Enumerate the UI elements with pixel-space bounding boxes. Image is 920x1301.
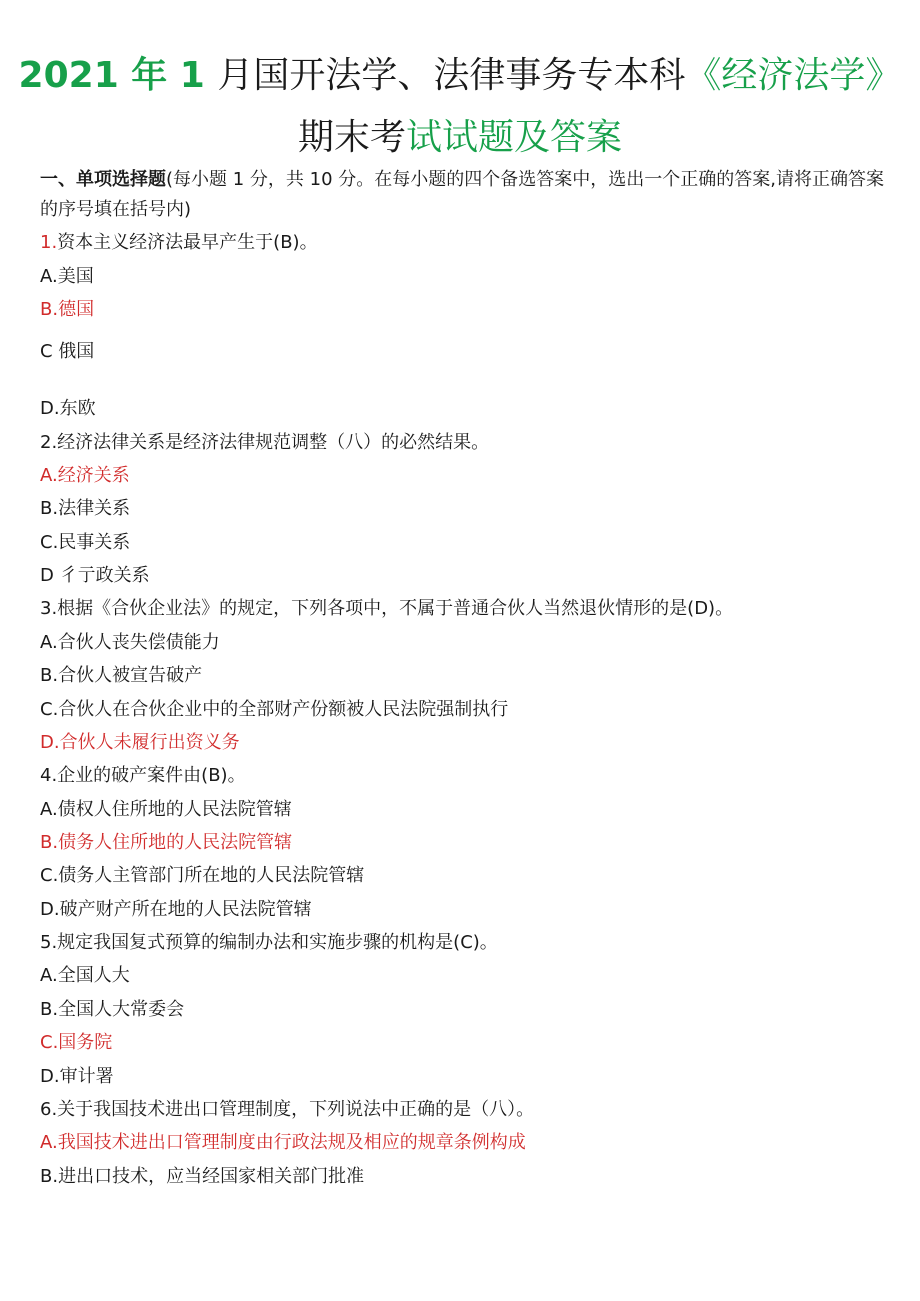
question-3-option-d-answer: D.合伙人未履行出资义务 xyxy=(40,732,240,753)
section-heading: 一、单项选择题 xyxy=(40,169,166,190)
title-exam: 期末考 xyxy=(297,117,406,158)
question-2-stem: 2.经济法律关系是经济法律规范调整（八）的必然结果。 xyxy=(40,432,490,453)
document-title-line-1 xyxy=(0,54,920,98)
section-instructions-text: (每小题 1 分，共 10 分。在每小题的四个备选答案中，选出一个正确的答案,请将正确答案的序号填在括号内) xyxy=(40,169,884,220)
question-6-option-b: B.进出口技术，应当经国家相关部门批准 xyxy=(40,1166,365,1187)
question-2-option-d: D 彳亍政关系 xyxy=(40,565,150,586)
title-year-month: 2021 年 1 xyxy=(18,55,218,96)
question-4-stem: 4.企业的破产案件由(B)。 xyxy=(40,765,246,786)
question-5-option-a: A.全国人大 xyxy=(40,965,130,986)
question-3-option-c: C.合伙人在合伙企业中的全部财产份额被人民法院强制执行 xyxy=(40,699,509,720)
question-5-option-b: B.全国人大常委会 xyxy=(40,999,185,1020)
question-1-text: 资本主义经济法最早产生于(B)。 xyxy=(57,232,318,253)
question-1-option-d: D.东欧 xyxy=(40,398,96,419)
question-5-stem: 5.规定我国复式预算的编制办法和实施步骤的机构是(C)。 xyxy=(40,932,498,953)
title-questions-answers: 试试题及答案 xyxy=(406,117,623,158)
question-5-option-d: D.审计署 xyxy=(40,1066,114,1087)
question-2-option-c: C.民事关系 xyxy=(40,532,131,553)
question-4-option-c: C.债务人主管部门所在地的人民法院管辖 xyxy=(40,865,365,886)
question-1-option-b-answer: B.德国 xyxy=(40,299,95,320)
document-title-line-2 xyxy=(0,116,920,160)
question-6-stem: 6.关于我国技术进出口管理制度，下列说法中正确的是（八）。 xyxy=(40,1099,535,1120)
section-instructions xyxy=(40,165,890,225)
question-1-option-c: C 俄国 xyxy=(40,341,95,362)
question-2-option-b: B.法律关系 xyxy=(40,498,131,519)
question-1-stem xyxy=(40,231,890,255)
question-4-option-a: A.债权人住所地的人民法院管辖 xyxy=(40,799,292,820)
question-5-option-c-answer: C.国务院 xyxy=(40,1032,113,1053)
title-subject: 月国开法学、法律事务专本科 xyxy=(217,55,686,96)
question-6-option-a-answer: A.我国技术进出口管理制度由行政法规及相应的规章条例构成 xyxy=(40,1132,526,1153)
question-3-option-a: A.合伙人丧失偿债能力 xyxy=(40,632,220,653)
question-4-option-b-answer: B.债务人住所地的人民法院管辖 xyxy=(40,832,293,853)
question-2-option-a-answer: A.经济关系 xyxy=(40,465,130,486)
question-1-option-a: A.美国 xyxy=(40,266,94,287)
question-4-option-d: D.破产财产所在地的人民法院管辖 xyxy=(40,899,312,920)
question-3-option-b: B.合伙人被宣告破产 xyxy=(40,665,203,686)
question-1-number: 1. xyxy=(40,232,58,253)
question-3-stem: 3.根据《合伙企业法》的规定，下列各项中，不属于普通合伙人当然退伙情形的是(D)。 xyxy=(40,598,734,619)
title-course: 《经济法学》 xyxy=(685,55,902,96)
